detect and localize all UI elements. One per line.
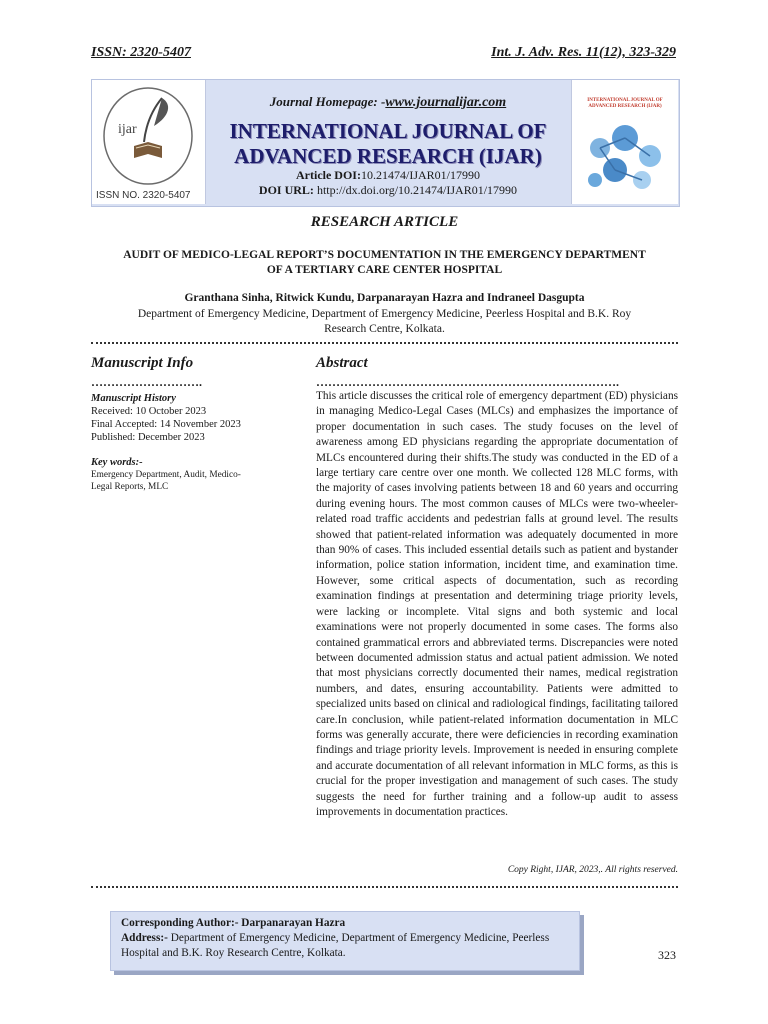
- cover-title: INTERNATIONAL JOURNAL OF ADVANCED RESEARCH (IJAR): [587, 98, 663, 109]
- affiliation-line2: Research Centre, Kolkata.: [324, 323, 445, 335]
- journal-title-line2: ADVANCED RESEARCH (IJAR): [234, 144, 542, 168]
- corresponding-author-label: Corresponding Author:- Darpanarayan Hazra: [121, 917, 346, 929]
- homepage-link[interactable]: www.journalijar.com: [385, 95, 507, 110]
- logo-issn: ISSN NO. 2320-5407: [96, 190, 191, 201]
- journal-cover-image: [571, 80, 678, 204]
- manuscript-history-label: Manuscript History: [91, 393, 176, 404]
- keywords-label: Key words:-: [91, 457, 143, 468]
- citation-header: Int. J. Adv. Res. 11(12), 323-329: [491, 45, 676, 60]
- abstract-dots: ………………………………………………………………….: [316, 375, 619, 389]
- abstract-heading: Abstract: [316, 355, 368, 371]
- molecule-cover-icon: [580, 118, 670, 198]
- affiliation-line1: Department of Emergency Medicine, Department of Emergency Medicine, Peerless Hospital and B.K. Roy: [137, 308, 632, 320]
- doi-url-link[interactable]: http://dx.doi.org/10.21474/IJAR01/17990: [316, 183, 518, 197]
- article-authors: Granthana Sinha, Ritwick Kundu, Darpanarayan Hazra and Indraneel Dasgupta: [184, 292, 585, 304]
- quill-book-icon: [92, 80, 205, 204]
- journal-logo: [92, 80, 206, 204]
- article-title-line1: AUDIT OF MEDICO-LEGAL REPORT’S DOCUMENTATION IN THE EMERGENCY DEPARTMENT: [123, 249, 646, 261]
- published-date: Published: December 2023: [91, 432, 205, 443]
- keywords-list: Emergency Department, Audit, Medico-Legal Reports, MLC: [91, 470, 241, 492]
- doi-value: 10.21474/IJAR01/17990: [360, 168, 480, 182]
- address-label: Address:-: [121, 932, 168, 944]
- copyright-notice: Copy Right, IJAR, 2023,. All rights reserved.: [507, 865, 678, 875]
- doi-url-label: DOI URL:: [258, 183, 314, 197]
- abstract-text: This article discusses the critical role of emergency department (ED) physicians in managing Medico-Legal Cases (MLCs) and emphasizes the importance of proper documentation in such cases. The study focuses on the level of awareness among ED physicians regarding the appropriate documentation of MLCs encountered during their shifts.The study was conducted in the ED of a large tertiary care centre over one month. We collected 128 MLC forms, with the majority of cases involving patients between 18 and 60 years and occurring during evening hours. The most common causes of MLCs were two-wheeler-related road traffic accidents and pedestrian falls at ground level. The results showed that patient-related information was adequately documented in more than 90% of cases. This included essential details such as patient and bystander information, police station information, incident time, and examination time. However, some critical aspects of documentation, such as recording examination findings at presentation and determining triage priority levels, were lacking or incomplete. Vital signs and both systemic and local examinations were not properly documented in some cases. The forms also contained grammatical errors and abbreviated terms. Discrepancies were noted between documented admission status and actual patient admission. We noted that most physicians correctly documented their names, medical registration numbers, and dates, ensuring accountability. Patients were admitted to specialized units based on clinical and radiological findings, facilitating tailored care.In conclusion, while patient-related information documentation in MLC forms was generally accurate, there were deficiencies in recording examination findings and triage priority levels. Improvement is needed in ensuring complete and accurate documentation of all relevant information in MLC forms, as this is crucial for the proper investigation and management of such cases. The study suggests the need for further training and a follow-up audit to assess improvements in documentation practices.: [316, 390, 678, 818]
- received-date: Received: 10 October 2023: [91, 406, 207, 417]
- article-type: RESEARCH ARTICLE: [310, 214, 459, 230]
- logo-text: ijar: [118, 122, 137, 137]
- doi-label: Article DOI:: [296, 168, 361, 182]
- article-title-line2: OF A TERTIARY CARE CENTER HOSPITAL: [266, 264, 503, 276]
- manuscript-info-heading: Manuscript Info: [91, 355, 194, 371]
- journal-title-line1: INTERNATIONAL JOURNAL OF: [229, 119, 547, 143]
- bottom-divider: [91, 886, 678, 892]
- manuscript-dots: ……………………….: [91, 375, 202, 389]
- issn-header: ISSN: 2320-5407: [91, 45, 191, 60]
- top-divider: [91, 342, 678, 348]
- accepted-date: Final Accepted: 14 November 2023: [91, 419, 241, 430]
- corresponding-author-box: [110, 911, 580, 971]
- page-number: 323: [658, 948, 676, 962]
- address-text: Department of Emergency Medicine, Department of Emergency Medicine, Peerless Hospital and B.K. Roy Research Centre, Kolkata.: [121, 932, 550, 959]
- homepage-label: Journal Homepage: -: [269, 94, 386, 109]
